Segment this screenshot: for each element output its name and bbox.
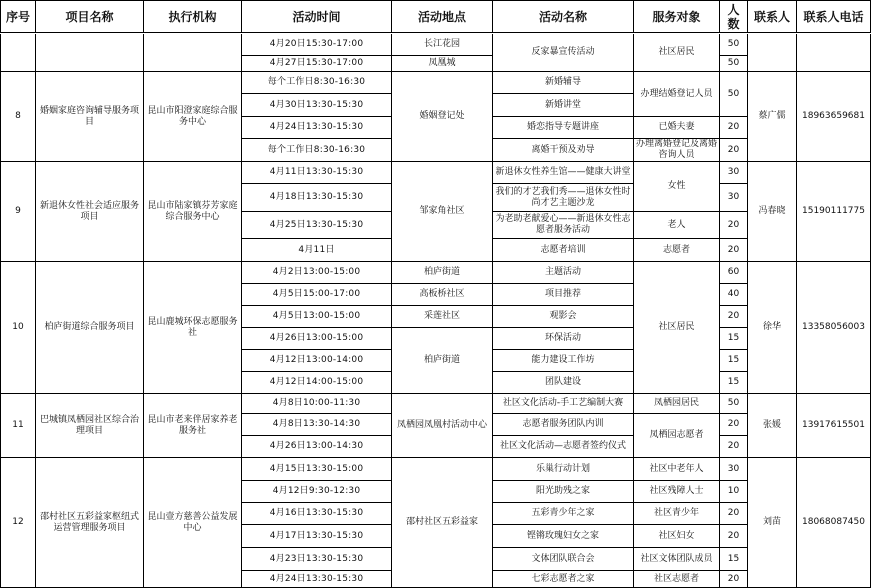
contact-person: 蔡广儒	[748, 72, 797, 162]
activity-time: 4月25日13:30-15:30	[242, 212, 392, 239]
activity-place: 婚姻登记处	[392, 72, 493, 162]
activity-name: 能力建设工作坊	[493, 350, 634, 372]
participant-count: 20	[720, 212, 748, 239]
service-target: 社区妇女	[634, 525, 720, 548]
participant-count: 15	[720, 328, 748, 350]
service-target: 凤栖园志愿者	[634, 414, 720, 458]
contact-person: 刘苗	[748, 458, 797, 588]
activity-place: 柏庐街道	[392, 328, 493, 394]
row-number: 10	[0, 262, 36, 394]
service-target: 已婚夫妻	[634, 117, 720, 139]
service-target: 女性	[634, 162, 720, 212]
activity-time: 4月5日15:00-17:00	[242, 284, 392, 306]
service-target: 老人	[634, 212, 720, 239]
activity-time: 4月24日13:30-15:30	[242, 571, 392, 588]
project-name	[36, 34, 144, 72]
executing-org: 昆山市老来伴居家养老服务社	[144, 394, 242, 458]
participant-count: 15	[720, 350, 748, 372]
service-target: 社区文体团队成员	[634, 548, 720, 571]
participant-count: 30	[720, 162, 748, 184]
activity-name: 观影会	[493, 306, 634, 328]
executing-org: 昆山壹方慈善公益发展中心	[144, 458, 242, 588]
header-cell: 执行机构	[144, 0, 242, 33]
contact-person: 徐华	[748, 262, 797, 394]
activity-place: 高板桥社区	[392, 284, 493, 306]
contact-phone: 18963659681	[797, 72, 871, 162]
participant-count: 30	[720, 458, 748, 481]
activity-time: 4月27日15:30-17:00	[242, 56, 392, 72]
service-target: 社区中老年人	[634, 458, 720, 481]
activity-time: 4月12日9:30-12:30	[242, 481, 392, 503]
activity-name: 文体团队联合会	[493, 548, 634, 571]
header-cell: 活动名称	[493, 0, 634, 33]
participant-count: 15	[720, 548, 748, 571]
row-number: 8	[0, 72, 36, 162]
participant-count: 20	[720, 436, 748, 458]
activity-time: 4月11日	[242, 239, 392, 262]
row-number	[0, 34, 36, 72]
contact-phone: 15190111775	[797, 162, 871, 262]
participant-count: 50	[720, 72, 748, 117]
contact-phone	[797, 34, 871, 72]
header-cell: 联系人电话	[797, 0, 871, 33]
service-target: 社区居民	[634, 262, 720, 394]
activity-name: 主题活动	[493, 262, 634, 284]
row-number: 9	[0, 162, 36, 262]
activity-name: 新婚讲堂	[493, 94, 634, 117]
activity-time: 4月11日13:30-15:30	[242, 162, 392, 184]
service-target: 志愿者	[634, 239, 720, 262]
activity-name: 七彩志愿者之家	[493, 571, 634, 588]
contact-person	[748, 34, 797, 72]
activity-time: 4月2日13:00-15:00	[242, 262, 392, 284]
contact-phone: 18068087450	[797, 458, 871, 588]
executing-org: 昆山鹿城环保志愿服务社	[144, 262, 242, 394]
activity-name: 新退休女性养生馆——健康大讲堂	[493, 162, 634, 184]
activity-name: 志愿者培训	[493, 239, 634, 262]
participant-count: 20	[720, 306, 748, 328]
activity-name: 阳光助残之家	[493, 481, 634, 503]
participant-count: 20	[720, 503, 748, 525]
activity-time: 4月16日13:30-15:30	[242, 503, 392, 525]
activity-time: 4月8日13:30-14:30	[242, 414, 392, 436]
activity-time: 4月30日13:30-15:30	[242, 94, 392, 117]
participant-count: 60	[720, 262, 748, 284]
activity-name: 反家暴宣传活动	[493, 34, 634, 72]
project-name: 新退休女性社会适应服务项目	[36, 162, 144, 262]
executing-org: 昆山市陆家镇芬芳家庭综合服务中心	[144, 162, 242, 262]
activity-time: 4月24日13:30-15:30	[242, 117, 392, 139]
service-target: 办理结婚登记人员	[634, 72, 720, 117]
contact-phone: 13917615501	[797, 394, 871, 458]
activity-name: 离婚干预及劝导	[493, 139, 634, 162]
activity-name: 五彩青少年之家	[493, 503, 634, 525]
activity-name: 社区文化活动-手工艺编制大赛	[493, 394, 634, 414]
activity-name: 为老助老献爱心——新退休女性志愿者服务活动	[493, 212, 634, 239]
service-target: 社区青少年	[634, 503, 720, 525]
activity-name: 铿锵玫瑰妇女之家	[493, 525, 634, 548]
activity-time: 4月26日13:00-15:00	[242, 328, 392, 350]
participant-count: 20	[720, 571, 748, 588]
participant-count: 30	[720, 184, 748, 212]
service-target: 社区居民	[634, 34, 720, 72]
activity-time: 每个工作日8:30-16:30	[242, 72, 392, 94]
contact-person: 冯春晓	[748, 162, 797, 262]
service-target: 凤栖园居民	[634, 394, 720, 414]
header-cell: 序号	[0, 0, 36, 33]
activity-time: 4月15日13:30-15:00	[242, 458, 392, 481]
activity-place: 邹家角社区	[392, 162, 493, 262]
activity-time: 每个工作日8:30-16:30	[242, 139, 392, 162]
activity-name: 项目推荐	[493, 284, 634, 306]
header-cell: 项目名称	[36, 0, 144, 33]
activity-name: 婚恋指导专题讲座	[493, 117, 634, 139]
activity-time: 4月23日13:30-15:30	[242, 548, 392, 571]
activity-name: 乐巢行动计划	[493, 458, 634, 481]
executing-org	[144, 34, 242, 72]
service-target: 办理离婚登记及离婚咨询人员	[634, 139, 720, 162]
activity-time: 4月26日13:00-14:30	[242, 436, 392, 458]
activity-place: 凤凰城	[392, 56, 493, 72]
header-cell: 服务对象	[634, 0, 720, 33]
participant-count: 50	[720, 34, 748, 56]
activity-time: 4月20日15:30-17:00	[242, 34, 392, 56]
participant-count: 15	[720, 372, 748, 394]
project-name: 柏庐街道综合服务项目	[36, 262, 144, 394]
executing-org: 昆山市阳澄家庭综合服务中心	[144, 72, 242, 162]
row-number: 11	[0, 394, 36, 458]
row-number: 12	[0, 458, 36, 588]
participant-count: 50	[720, 56, 748, 72]
activity-time: 4月18日13:30-15:30	[242, 184, 392, 212]
participant-count: 50	[720, 394, 748, 414]
activity-name: 新婚辅导	[493, 72, 634, 94]
contact-person: 张媛	[748, 394, 797, 458]
header-cell: 人数	[720, 0, 748, 33]
activity-name: 志愿者服务团队内训	[493, 414, 634, 436]
activity-name: 团队建设	[493, 372, 634, 394]
activity-time: 4月12日14:00-15:00	[242, 372, 392, 394]
activity-time: 4月17日13:30-15:30	[242, 525, 392, 548]
activity-place: 凤栖园凤凰村活动中心	[392, 394, 493, 458]
service-target: 社区残障人士	[634, 481, 720, 503]
participant-count: 20	[720, 239, 748, 262]
activity-place: 邵村社区五彩益家	[392, 458, 493, 588]
participant-count: 20	[720, 117, 748, 139]
participant-count: 20	[720, 414, 748, 436]
activity-name: 环保活动	[493, 328, 634, 350]
activity-place: 柏庐街道	[392, 262, 493, 284]
service-target: 社区志愿者	[634, 571, 720, 588]
participant-count: 20	[720, 525, 748, 548]
activity-time: 4月12日13:00-14:00	[242, 350, 392, 372]
header-cell: 联系人	[748, 0, 797, 33]
participant-count: 40	[720, 284, 748, 306]
header-cell: 活动时间	[242, 0, 392, 33]
participant-count: 20	[720, 139, 748, 162]
activity-name: 我们的才艺我们秀——退休女性时尚才艺主题沙龙	[493, 184, 634, 212]
project-name: 巴城镇凤栖园社区综合治理项目	[36, 394, 144, 458]
project-name: 婚姻家庭咨询辅导服务项目	[36, 72, 144, 162]
project-name: 邵村社区五彩益家枢纽式运营管理服务项目	[36, 458, 144, 588]
activity-name: 社区文化活动—志愿者签约仪式	[493, 436, 634, 458]
contact-phone: 13358056003	[797, 262, 871, 394]
activity-place: 采莲社区	[392, 306, 493, 328]
activity-time: 4月5日13:00-15:00	[242, 306, 392, 328]
activity-time: 4月8日10:00-11:30	[242, 394, 392, 414]
activity-place: 长江花园	[392, 34, 493, 56]
header-cell: 活动地点	[392, 0, 493, 33]
participant-count: 10	[720, 481, 748, 503]
